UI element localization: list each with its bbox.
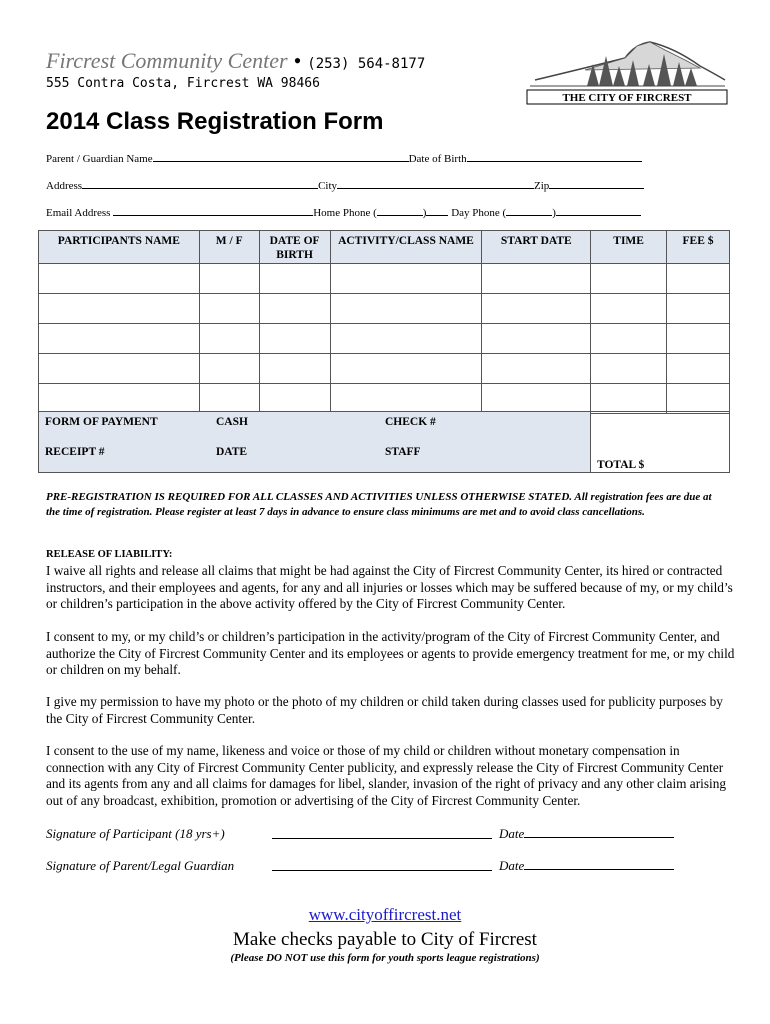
- participants-table: [38, 230, 730, 414]
- youth-sports-note: (Please DO NOT use this form for youth sports league registrations): [230, 952, 540, 964]
- table-cell[interactable]: [667, 354, 730, 384]
- zip-field[interactable]: [549, 178, 644, 189]
- table-cell[interactable]: [39, 264, 200, 294]
- email-label: Email Address: [46, 207, 111, 219]
- org-phone: (253) 564-8177: [307, 56, 426, 72]
- col-participant-name: PARTICIPANTS NAME: [39, 231, 200, 264]
- table-row: [39, 324, 730, 354]
- table-cell[interactable]: [259, 294, 330, 324]
- day-phone-area-field[interactable]: [506, 205, 552, 216]
- release-heading: RELEASE OF LIABILITY:: [46, 549, 173, 560]
- guardian-signature-row: [46, 858, 234, 874]
- table-cell[interactable]: [667, 324, 730, 354]
- total-box[interactable]: [590, 411, 730, 473]
- participant-date-field[interactable]: [524, 827, 674, 838]
- table-cell[interactable]: [482, 384, 591, 414]
- org-header: [46, 48, 425, 74]
- table-cell[interactable]: [482, 354, 591, 384]
- header-bullet: •: [293, 48, 302, 73]
- form-title: 2014 Class Registration Form: [46, 108, 384, 135]
- city-label: City: [318, 180, 338, 192]
- dob-label: Date of Birth: [408, 153, 467, 165]
- home-phone-close: ): [422, 207, 427, 219]
- city-logo: [525, 38, 730, 108]
- cash-label: CASH: [216, 416, 248, 428]
- table-cell[interactable]: [199, 384, 259, 414]
- table-row: [39, 264, 730, 294]
- check-label: CHECK #: [385, 416, 436, 428]
- table-row: [39, 294, 730, 324]
- table-cell[interactable]: [259, 324, 330, 354]
- table-cell[interactable]: [259, 384, 330, 414]
- col-time: TIME: [591, 231, 667, 264]
- table-cell[interactable]: [199, 294, 259, 324]
- home-phone-area-field[interactable]: [377, 205, 423, 216]
- table-cell[interactable]: [591, 384, 667, 414]
- day-phone-label: Day Phone (: [451, 207, 507, 219]
- checks-payable-text: Make checks payable to City of Fircrest: [233, 929, 537, 950]
- payment-section: [38, 411, 591, 473]
- parent-row: [46, 151, 642, 165]
- release-paragraph-2: I consent to my, or my child’s or children’s participation in the activity/program of the City of Fircrest Community Center, and authorize the City of Fircrest Community Center and its employees or agents to provide emergency treatment for me, or my child or children on my behalf.: [46, 629, 735, 677]
- table-cell[interactable]: [39, 384, 200, 414]
- table-cell[interactable]: [39, 354, 200, 384]
- dob-field[interactable]: [467, 151, 642, 162]
- table-cell[interactable]: [259, 354, 330, 384]
- table-row: [39, 354, 730, 384]
- email-field[interactable]: [113, 205, 313, 216]
- release-paragraph-3: I give my permission to have my photo or the photo of my children or child taken during classes used for publicity purposes by the City of Fircrest Community Center.: [46, 694, 723, 726]
- table-cell[interactable]: [667, 384, 730, 414]
- table-cell[interactable]: [482, 324, 591, 354]
- guardian-signature-label: Signature of Parent/Legal Guardian: [46, 858, 235, 873]
- contact-row: [46, 205, 641, 219]
- receipt-label: RECEIPT #: [45, 446, 105, 458]
- home-phone-label: Home Phone (: [313, 207, 377, 219]
- table-cell[interactable]: [591, 354, 667, 384]
- address-field[interactable]: [82, 178, 318, 189]
- col-activity-name: ACTIVITY/CLASS NAME: [330, 231, 482, 264]
- table-cell[interactable]: [199, 324, 259, 354]
- guardian-signature-field[interactable]: [272, 870, 492, 871]
- day-phone-close: ): [552, 207, 556, 219]
- form-of-payment-label: FORM OF PAYMENT: [45, 416, 158, 428]
- total-label: TOTAL $: [597, 459, 645, 471]
- table-cell[interactable]: [199, 264, 259, 294]
- participant-date-label: Date: [499, 826, 525, 841]
- guardian-date-label: Date: [499, 858, 525, 873]
- release-paragraph-4: I consent to the use of my name, likeness and voice or those of my child or children without monetary compensation in connection with any City of Fircrest Community Center publicity, and expressly release the City of Fircrest Community Center and its agents from any and all claims for damages for libel, slander, invasion of the right of privacy and any other claim arising out of any broadcast, exhibition, promotion or advertising of the City of Fircrest Community Center.: [46, 743, 726, 808]
- table-cell[interactable]: [667, 294, 730, 324]
- table-cell[interactable]: [39, 294, 200, 324]
- participant-signature-field[interactable]: [272, 838, 492, 839]
- table-cell[interactable]: [591, 324, 667, 354]
- table-cell[interactable]: [259, 264, 330, 294]
- logo-text: THE CITY OF FIRCREST: [562, 92, 692, 104]
- table-cell[interactable]: [39, 324, 200, 354]
- table-cell[interactable]: [330, 264, 482, 294]
- col-start-date: START DATE: [482, 231, 591, 264]
- table-row: [39, 384, 730, 414]
- table-cell[interactable]: [591, 294, 667, 324]
- participant-date-row: [499, 826, 674, 842]
- table-cell[interactable]: [330, 324, 482, 354]
- col-date-of-birth: DATE OF BIRTH: [259, 231, 330, 264]
- org-name: Fircrest Community Center: [46, 48, 288, 73]
- table-cell[interactable]: [482, 264, 591, 294]
- date-label: DATE: [216, 446, 248, 458]
- participant-signature-label: Signature of Participant (18 yrs+): [46, 826, 225, 841]
- col-fee: FEE $: [667, 231, 730, 264]
- release-paragraph-1: I waive all rights and release all claims that might be had against the City of Fircrest Community Center, its hired or contracted instructors, and their employees and agents, for any and all injuries or losses which may be suffered because of my, or my child’s or children’s participation in the above activity offered by the City of Fircrest Community Center.: [46, 563, 733, 611]
- table-cell[interactable]: [591, 264, 667, 294]
- table-cell[interactable]: [330, 354, 482, 384]
- website-link[interactable]: www.cityoffircrest.net: [308, 905, 462, 924]
- address-label: Address: [46, 180, 83, 192]
- table-cell[interactable]: [199, 354, 259, 384]
- table-cell[interactable]: [482, 294, 591, 324]
- col-gender: M / F: [199, 231, 259, 264]
- day-phone-field[interactable]: [556, 205, 641, 216]
- preregistration-notice: PRE-REGISTRATION IS REQUIRED FOR ALL CLASSES AND ACTIVITIES UNLESS OTHERWISE STATED. All registration fees are due at the time of registration. Please register at least 7 days in advance to ensure class minimums are met and to avoid class cancellations.: [46, 491, 712, 518]
- table-cell[interactable]: [330, 384, 482, 414]
- parent-label: Parent / Guardian Name: [46, 153, 153, 165]
- table-cell[interactable]: [667, 264, 730, 294]
- guardian-date-row: [499, 858, 674, 874]
- table-header-row: [39, 231, 730, 264]
- participant-signature-row: [46, 826, 225, 842]
- org-address: 555 Contra Costa, Fircrest WA 98466: [46, 76, 320, 91]
- parent-name-field[interactable]: [153, 151, 409, 162]
- zip-label: Zip: [534, 180, 550, 192]
- address-row: [46, 178, 644, 192]
- home-phone-field[interactable]: [426, 205, 448, 216]
- city-field[interactable]: [337, 178, 534, 189]
- staff-label: STAFF: [385, 446, 421, 458]
- table-cell[interactable]: [330, 294, 482, 324]
- guardian-date-field[interactable]: [524, 859, 674, 870]
